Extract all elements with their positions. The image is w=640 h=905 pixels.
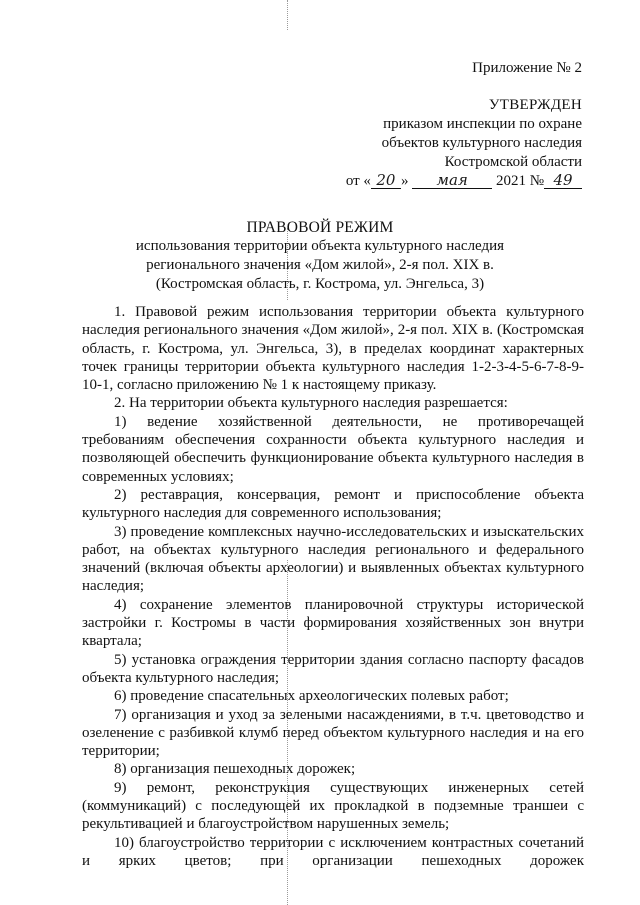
date-day-handwritten: 20: [371, 173, 401, 189]
approved-heading: УТВЕРЖДЕН: [488, 97, 582, 113]
document-title-block: [0, 218, 640, 294]
list-item-4: 4) сохранение элементов планировочной структуры исторической застройки г. Костромы в части формирования хозяйственных зон внутри квартала;: [82, 596, 584, 650]
order-line: приказом инспекции по охране: [383, 116, 582, 132]
list-item-5: 5) установка ограждения территории здания согласно паспорту фасадов объекта культурного наследия;: [82, 651, 584, 686]
date-month-handwritten: мая: [412, 173, 492, 189]
order-date-line: [346, 172, 582, 191]
list-item-3: 3) проведение комплексных научно-исследовательских и изыскательских работ, на объектах культурного наследия регионального и федерального значений (включая объекты археологии) и выявленных объектах культурного наследия;: [82, 523, 584, 595]
order-line: Костромской области: [444, 154, 582, 170]
approval-block: [346, 96, 582, 191]
title-line: (Костромская область, г. Кострома, ул. Энгельса, 3): [155, 276, 485, 292]
list-item-7: 7) организация и уход за зелеными насаждениями, в т.ч. цветоводство и озеленение с разбивкой клумб перед объектом культурного наследия и на его территории;: [82, 706, 584, 760]
paragraph-1: 1. Правовой режим использования территории объекта культурного наследия регионального значения «Дом жилой», 2-я пол. XIX в. (Костромская область, г. Кострома, ул. Энгельса, 3), в пределах координат характерных точек границы территории объекта культурного наследия 1-2-3-4-5-6-7-8-9-10-1, согласно приложению № 1 к настоящему приказу.: [82, 304, 584, 394]
document-body: [82, 303, 584, 870]
list-item-1: 1) ведение хозяйственной деятельности, не противоречащей требованиям обеспечения сохранности объекта культурного наследия и позволяющей обеспечить функционирование объекта культурного наследия в современных условиях;: [82, 413, 584, 485]
list-item-6: 6) проведение спасательных археологических полевых работ;: [114, 688, 509, 705]
fold-mark-top: [287, 0, 288, 30]
paragraph-2: 2. На территории объекта культурного наследия разрешается:: [114, 395, 508, 412]
list-item-2: 2) реставрация, консервация, ремонт и приспособление объекта культурного наследия для современного использования;: [82, 486, 584, 522]
list-item-8: 8) организация пешеходных дорожек;: [114, 761, 356, 778]
list-item-10: 10) благоустройство территории с исключением контрастных сочетаний и ярких цветов; при организации пешеходных дорожек: [82, 834, 584, 869]
title-line: использования территории объекта культурного наследия: [135, 238, 505, 254]
list-item-9: 9) ремонт, реконструкция существующих инженерных сетей (коммуникаций) с последующей их прокладкой в подземные траншеи с рекультивацией и благоустройством нарушенных земель;: [82, 779, 584, 833]
date-year-number-prefix: 2021 №: [495, 173, 544, 189]
date-mid: »: [400, 173, 409, 189]
title-line: регионального значения «Дом жилой», 2-я пол. XIX в.: [146, 257, 494, 273]
appendix-label: Приложение № 2: [472, 60, 582, 76]
document-title: ПРАВОВОЙ РЕЖИМ: [246, 219, 394, 236]
order-number-handwritten: 49: [544, 173, 582, 189]
date-prefix: от «: [345, 173, 371, 189]
order-line: объектов культурного наследия: [381, 135, 582, 151]
